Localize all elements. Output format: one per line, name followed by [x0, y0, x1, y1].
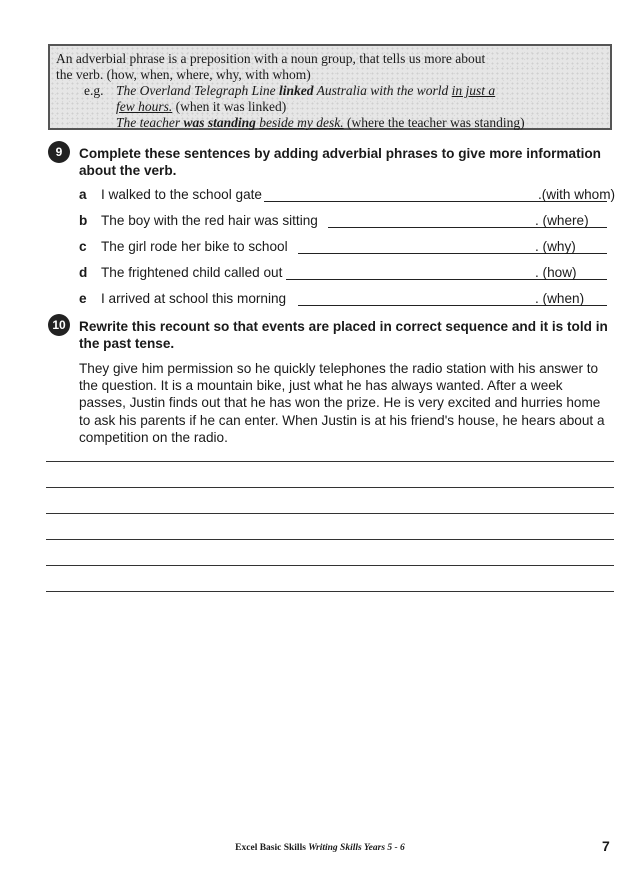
- example-2-note: (where the teacher was standing): [343, 115, 525, 130]
- item-hint: . (how): [535, 265, 577, 280]
- example-1-text-cont: Australia with the world: [313, 83, 452, 98]
- passage-line: competition on the radio.: [79, 429, 228, 445]
- page-footer: [0, 843, 640, 853]
- footer-book-title: Writing Skills Years 5 - 6: [308, 843, 405, 853]
- item-stem: I walked to the school gate: [101, 187, 262, 202]
- page-number: 7: [602, 838, 610, 854]
- item-letter: d: [79, 265, 88, 280]
- example-1-line-1: [56, 83, 604, 99]
- question-10-number: 10: [48, 314, 70, 336]
- writing-line-1[interactable]: [46, 461, 614, 462]
- example-1-text: The Overland Telegraph Line: [116, 83, 279, 98]
- passage-line: passes, Justin finds out that he has won the prize. He is very excited and hurries home: [79, 395, 601, 411]
- item-letter: b: [79, 213, 88, 228]
- item-stem: The boy with the red hair was sitting: [101, 213, 318, 228]
- item-hint: . (where): [535, 213, 589, 228]
- example-1-phrase-a: in just a: [451, 83, 496, 98]
- eg-label: e.g.: [84, 83, 104, 98]
- example-2-line: [56, 115, 604, 131]
- item-stem: The frightened child called out: [101, 265, 283, 280]
- item-hint: . (why): [535, 239, 576, 254]
- item-hint: .(with whom): [538, 187, 616, 202]
- info-line-1: An adverbial phrase is a preposition with a noun group, that tells us more about: [56, 51, 486, 66]
- item-hint: . (when): [535, 291, 585, 306]
- example-1-note: (when it was linked): [172, 99, 287, 114]
- q9-item-e: [79, 291, 614, 309]
- passage-line: They give him permission so he quickly telephones the radio station with his answer to: [79, 361, 599, 376]
- writing-line-3[interactable]: [46, 513, 614, 514]
- recount-passage: [79, 360, 615, 446]
- question-9-instruction: Complete these sentences by adding adverbial phrases to give more information about the verb.: [79, 146, 601, 178]
- q9-item-b: [79, 213, 614, 231]
- q9-item-a: [79, 187, 614, 205]
- question-10-instruction: Rewrite this recount so that events are placed in correct sequence and it is told in the past tense.: [79, 319, 608, 351]
- example-2-text: The teacher: [116, 115, 184, 130]
- q9-item-d: [79, 265, 614, 283]
- example-1-verb: linked: [279, 83, 314, 98]
- item-letter: a: [79, 187, 87, 202]
- writing-line-5[interactable]: [46, 565, 614, 566]
- example-2-phrase: beside my desk.: [259, 115, 344, 130]
- example-1-phrase-b: few hours.: [116, 99, 173, 114]
- passage-line: the question. It is a mountain bike, just what he has always wanted. After a week: [79, 378, 563, 394]
- item-stem: The girl rode her bike to school: [101, 239, 288, 254]
- info-line-2: the verb. (how, when, where, why, with whom): [56, 67, 311, 82]
- example-2-verb: was standing: [183, 115, 256, 130]
- example-1-line-2: [56, 99, 604, 115]
- writing-line-6[interactable]: [46, 591, 614, 592]
- writing-line-4[interactable]: [46, 539, 614, 540]
- passage-line: to ask his parents if he can enter. When Justin is at his friend's house, he hears about a: [79, 412, 605, 428]
- writing-line-2[interactable]: [46, 487, 614, 488]
- q9-item-c: [79, 239, 614, 257]
- footer-series: Excel Basic Skills: [235, 843, 309, 853]
- question-9-number: 9: [48, 141, 70, 163]
- item-letter: c: [79, 239, 87, 254]
- adverbial-phrase-info-box: [48, 44, 612, 130]
- item-stem: I arrived at school this morning: [101, 291, 287, 306]
- item-letter: e: [79, 291, 87, 306]
